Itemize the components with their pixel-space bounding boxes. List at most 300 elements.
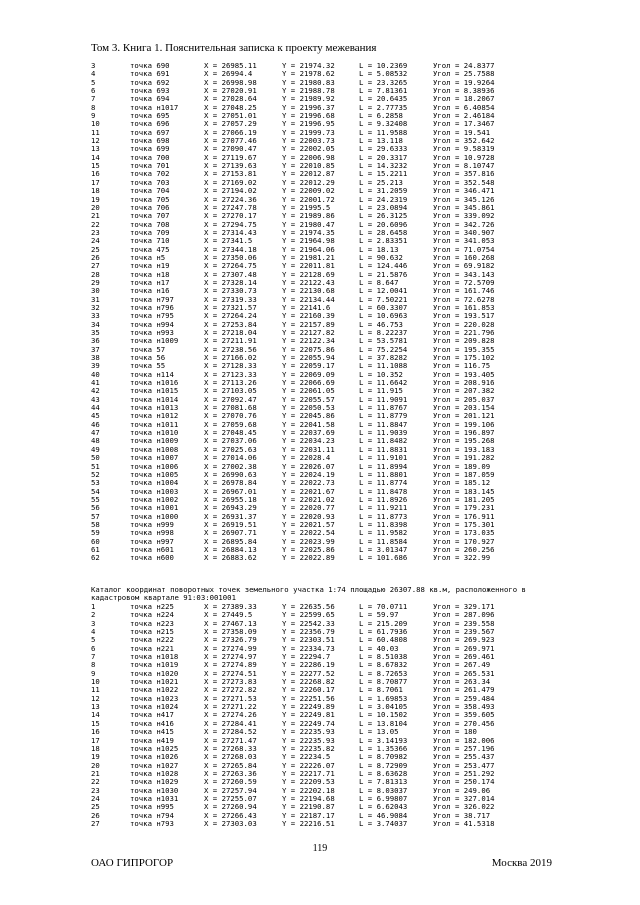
point-name: точка н1019 [130, 660, 179, 670]
y-coordinate: Y = 22055.57 [282, 394, 335, 404]
x-coordinate: X = 27057.29 [204, 119, 257, 129]
angle-value: Угол = 251.292 [433, 768, 495, 778]
x-coordinate: X = 27467.13 [204, 618, 257, 628]
angle-value: Угол = 8.10747 [433, 161, 495, 171]
x-coordinate: X = 27341.5 [204, 236, 253, 246]
length-value: L = 6.62043 [359, 802, 408, 812]
point-name: точка 705 [130, 194, 170, 204]
x-coordinate: X = 27271.53 [204, 693, 257, 703]
row-number: 6 [91, 86, 96, 96]
row-number: 57 [91, 511, 100, 521]
point-name: точка н1003 [130, 486, 179, 496]
length-value: L = 11.9101 [359, 453, 408, 463]
point-name: точка н1008 [130, 444, 179, 454]
y-coordinate: Y = 22217.71 [282, 768, 335, 778]
length-value: L = 10.352 [359, 369, 403, 379]
x-coordinate: X = 27218.04 [204, 328, 257, 337]
y-coordinate: Y = 22157.89 [282, 319, 335, 329]
row-number: 12 [91, 136, 100, 146]
angle-value: Угол = 329.171 [433, 602, 495, 611]
length-value: L = 10.1502 [359, 710, 408, 720]
x-coordinate: X = 26978.84 [204, 478, 257, 488]
row-number: 53 [91, 478, 100, 488]
y-coordinate: Y = 22128.69 [282, 269, 335, 279]
point-name: точка н1004 [130, 478, 179, 488]
y-coordinate: Y = 22122.34 [282, 336, 335, 346]
row-number: 16 [91, 727, 100, 737]
row-number: 18 [91, 743, 100, 753]
row-number: 15 [91, 161, 100, 171]
x-coordinate: X = 27268.03 [204, 752, 257, 762]
row-number: 10 [91, 119, 100, 129]
length-value: L = 7.50221 [359, 294, 408, 304]
row-number: 23 [91, 227, 100, 237]
angle-value: Угол = 189.09 [433, 461, 491, 471]
point-name: точка н223 [130, 618, 174, 628]
point-name: точка н999 [130, 519, 174, 529]
angle-value: Угол = 72.6278 [433, 294, 495, 304]
point-name: точка 55 [130, 361, 166, 371]
point-name: точка 697 [130, 127, 170, 137]
length-value: L = 13.118 [359, 136, 403, 146]
x-coordinate: X = 27153.81 [204, 169, 257, 179]
length-value: L = 8.03037 [359, 785, 408, 795]
x-coordinate: X = 26943.29 [204, 503, 257, 513]
x-coordinate: X = 27358.09 [204, 627, 257, 637]
length-value: L = 70.0711 [359, 602, 408, 611]
length-value: L = 25.213 [359, 177, 403, 187]
row-number: 25 [91, 244, 100, 254]
point-name: точка н417 [130, 710, 174, 720]
length-value: L = 13.8104 [359, 718, 408, 728]
y-coordinate: Y = 22356.79 [282, 627, 335, 637]
point-name: точка н1020 [130, 668, 179, 678]
y-coordinate: Y = 21964.98 [282, 236, 335, 246]
length-value: L = 20.6435 [359, 94, 408, 104]
y-coordinate: Y = 22011.81 [282, 261, 335, 271]
x-coordinate: X = 27081.68 [204, 403, 257, 413]
y-coordinate: Y = 22034.23 [282, 436, 335, 446]
x-coordinate: X = 27314.43 [204, 227, 257, 237]
row-number: 10 [91, 677, 100, 687]
y-coordinate: Y = 22260.17 [282, 685, 335, 695]
angle-value: Угол = 207.382 [433, 386, 495, 396]
y-coordinate: Y = 22012.87 [282, 169, 335, 179]
x-coordinate: X = 27059.68 [204, 419, 257, 429]
angle-value: Угол = 343.143 [433, 269, 495, 279]
length-value: L = 11.9091 [359, 394, 408, 404]
y-coordinate: Y = 22020.93 [282, 511, 335, 521]
angle-value: Угол = 269.461 [433, 652, 495, 662]
angle-value: Угол = 257.196 [433, 743, 495, 753]
point-name: точка н1017 [130, 102, 179, 112]
point-name: точка н224 [130, 610, 174, 620]
y-coordinate: Y = 22025.86 [282, 544, 335, 554]
x-coordinate: X = 27264.24 [204, 311, 257, 321]
x-coordinate: X = 26895.84 [204, 536, 257, 546]
length-value: L = 8.72909 [359, 760, 408, 770]
x-coordinate: X = 27128.33 [204, 361, 257, 371]
length-value: L = 40.03 [359, 643, 399, 653]
length-value: L = 23.0894 [359, 202, 408, 212]
angle-value: Угол = 176.911 [433, 511, 495, 521]
length-value: L = 20.6096 [359, 219, 408, 229]
point-name: точка н1030 [130, 785, 179, 795]
y-coordinate: Y = 22542.33 [282, 618, 335, 628]
length-value: L = 23.3265 [359, 77, 408, 87]
angle-value: Угол = 193.405 [433, 369, 495, 379]
row-number: 36 [91, 336, 100, 346]
point-name: точка н794 [130, 810, 174, 820]
y-coordinate: Y = 22251.56 [282, 693, 335, 703]
y-coordinate: Y = 21996.37 [282, 102, 335, 112]
angle-value: Угол = 196.897 [433, 428, 495, 438]
row-number: 8 [91, 102, 96, 112]
point-name: точка н16 [130, 286, 170, 296]
length-value: L = 8.72653 [359, 668, 408, 678]
point-name: точка н1016 [130, 378, 179, 388]
length-value: L = 11.9039 [359, 428, 408, 438]
y-coordinate: Y = 21989.92 [282, 94, 335, 104]
coordinates-table-2 [91, 603, 561, 828]
point-name: точка н1010 [130, 428, 179, 438]
angle-value: Угол = 183.145 [433, 486, 495, 496]
point-name: точка н793 [130, 818, 174, 828]
y-coordinate: Y = 21995.5 [282, 202, 331, 212]
point-name: точка н17 [130, 277, 170, 287]
length-value: L = 60.4808 [359, 635, 408, 645]
row-number: 17 [91, 177, 100, 187]
x-coordinate: X = 27113.26 [204, 378, 257, 388]
angle-value: Угол = 8.38936 [433, 86, 495, 96]
x-coordinate: X = 27319.33 [204, 294, 257, 304]
x-coordinate: X = 27257.94 [204, 785, 257, 795]
angle-value: Угол = 17.3467 [433, 119, 495, 129]
y-coordinate: Y = 22059.17 [282, 361, 335, 371]
x-coordinate: X = 27037.06 [204, 436, 257, 446]
point-name: точка н1027 [130, 760, 179, 770]
point-name: точка 695 [130, 111, 170, 121]
angle-value: Угол = 175.102 [433, 353, 495, 363]
length-value: L = 75.2254 [359, 344, 408, 354]
length-value: L = 7.81361 [359, 86, 408, 96]
x-coordinate: X = 26884.13 [204, 544, 257, 554]
point-name: точка 56 [130, 353, 166, 363]
length-value: L = 18.13 [359, 244, 399, 254]
y-coordinate: Y = 22006.98 [282, 152, 335, 162]
angle-value: Угол = 249.06 [433, 785, 491, 795]
row-number: 40 [91, 369, 100, 379]
y-coordinate: Y = 22334.73 [282, 643, 335, 653]
point-name: точка н995 [130, 802, 174, 812]
row-number: 1 [91, 602, 96, 611]
table-row [91, 554, 561, 562]
x-coordinate: X = 27303.03 [204, 818, 257, 828]
row-number: 23 [91, 785, 100, 795]
y-coordinate: Y = 22012.29 [282, 177, 335, 187]
table-row [91, 820, 561, 828]
point-name: точка н795 [130, 311, 174, 321]
point-name: точка 475 [130, 244, 170, 254]
row-number: 39 [91, 361, 100, 371]
length-value: L = 46.753 [359, 319, 403, 329]
row-number: 3 [91, 61, 96, 70]
length-value: L = 31.2059 [359, 186, 408, 196]
point-name: точка 696 [130, 119, 170, 129]
x-coordinate: X = 27326.79 [204, 635, 257, 645]
angle-value: Угол = 260.256 [433, 544, 495, 554]
angle-value: Угол = 341.053 [433, 236, 495, 246]
length-value: L = 11.8584 [359, 536, 408, 546]
row-number: 55 [91, 494, 100, 504]
point-name: точка 700 [130, 152, 170, 162]
point-name: точка н797 [130, 294, 174, 304]
y-coordinate: Y = 22187.17 [282, 810, 335, 820]
length-value: L = 11.9211 [359, 503, 408, 513]
angle-value: Угол = 195.355 [433, 344, 495, 354]
x-coordinate: X = 27307.48 [204, 269, 257, 279]
point-name: точка н416 [130, 718, 174, 728]
y-coordinate: Y = 22022.89 [282, 553, 335, 563]
x-coordinate: X = 27274.89 [204, 660, 257, 670]
length-value: L = 8.51038 [359, 652, 408, 662]
point-name: точка н1005 [130, 469, 179, 479]
x-coordinate: X = 27070.76 [204, 411, 257, 421]
x-coordinate: X = 27274.51 [204, 668, 257, 678]
point-name: точка 694 [130, 94, 170, 104]
y-coordinate: Y = 22235.93 [282, 735, 335, 745]
y-coordinate: Y = 22022.73 [282, 478, 335, 488]
point-name: точка н1011 [130, 419, 179, 429]
length-value: L = 90.632 [359, 252, 403, 262]
row-number: 18 [91, 186, 100, 196]
row-number: 17 [91, 735, 100, 745]
y-coordinate: Y = 22066.69 [282, 378, 335, 388]
y-coordinate: Y = 22061.05 [282, 386, 335, 396]
y-coordinate: Y = 22130.68 [282, 286, 335, 296]
row-number: 20 [91, 760, 100, 770]
angle-value: Угол = 38.717 [433, 810, 491, 820]
x-coordinate: X = 27224.36 [204, 194, 257, 204]
length-value: L = 8.7061 [359, 685, 403, 695]
angle-value: Угол = 173.035 [433, 528, 495, 538]
angle-value: Угол = 270.456 [433, 718, 495, 728]
length-value: L = 46.9084 [359, 810, 408, 820]
point-name: точка н1001 [130, 503, 179, 513]
coordinates-table-1 [91, 62, 561, 563]
x-coordinate: X = 27260.59 [204, 777, 257, 787]
page-header: Том 3. Книга 1. Пояснительная записка к проекту межевания [91, 42, 377, 54]
length-value: L = 10.2369 [359, 61, 408, 70]
y-coordinate: Y = 22194.68 [282, 793, 335, 803]
row-number: 21 [91, 768, 100, 778]
x-coordinate: X = 26990.63 [204, 469, 257, 479]
angle-value: Угол = 170.927 [433, 536, 495, 546]
x-coordinate: X = 27103.05 [204, 386, 257, 396]
y-coordinate: Y = 22045.86 [282, 411, 335, 421]
footer-city-year: Москва 2019 [491, 857, 552, 869]
length-value: L = 8.63628 [359, 768, 408, 778]
point-name: точка н1014 [130, 394, 179, 404]
row-number: 4 [91, 627, 96, 637]
x-coordinate: X = 27266.43 [204, 810, 257, 820]
angle-value: Угол = 71.0754 [433, 244, 495, 254]
point-name: точка н1025 [130, 743, 179, 753]
angle-value: Угол = 205.037 [433, 394, 495, 404]
point-name: точка н997 [130, 536, 174, 546]
angle-value: Угол = 19.541 [433, 127, 491, 137]
row-number: 22 [91, 219, 100, 229]
point-name: точка н225 [130, 602, 174, 611]
page-number: 119 [312, 843, 328, 854]
x-coordinate: X = 27048.45 [204, 428, 257, 438]
y-coordinate: Y = 22141.6 [282, 302, 331, 312]
angle-value: Угол = 265.531 [433, 668, 495, 678]
y-coordinate: Y = 22202.18 [282, 785, 335, 795]
point-name: точка н1013 [130, 403, 179, 413]
angle-value: Угол = 203.154 [433, 403, 495, 413]
x-coordinate: X = 27194.02 [204, 186, 257, 196]
length-value: L = 10.6963 [359, 311, 408, 321]
y-coordinate: Y = 22003.73 [282, 136, 335, 146]
row-number: 51 [91, 461, 100, 471]
point-name: точка н1006 [130, 461, 179, 471]
y-coordinate: Y = 22075.86 [282, 344, 335, 354]
row-number: 15 [91, 718, 100, 728]
x-coordinate: X = 27268.33 [204, 743, 257, 753]
row-number: 31 [91, 294, 100, 304]
angle-value: Угол = 116.75 [433, 361, 491, 371]
point-name: точка 57 [130, 344, 166, 354]
row-number: 20 [91, 202, 100, 212]
angle-value: Угол = 179.231 [433, 503, 495, 513]
x-coordinate: X = 27272.82 [204, 685, 257, 695]
length-value: L = 29.6333 [359, 144, 408, 154]
length-value: L = 11.8801 [359, 469, 408, 479]
angle-value: Угол = 322.99 [433, 553, 491, 563]
y-coordinate: Y = 22069.09 [282, 369, 335, 379]
length-value: L = 8.70877 [359, 677, 408, 687]
x-coordinate: X = 27284.52 [204, 727, 257, 737]
row-number: 14 [91, 710, 100, 720]
length-value: L = 53.5781 [359, 336, 408, 346]
x-coordinate: X = 27077.46 [204, 136, 257, 146]
length-value: L = 9.32408 [359, 119, 408, 129]
x-coordinate: X = 26967.01 [204, 486, 257, 496]
point-name: точка н221 [130, 643, 174, 653]
length-value: L = 15.2211 [359, 169, 408, 179]
length-value: L = 11.8478 [359, 486, 408, 496]
length-value: L = 11.6642 [359, 378, 408, 388]
x-coordinate: X = 26955.18 [204, 494, 257, 504]
angle-value: Угол = 25.7588 [433, 69, 495, 79]
row-number: 30 [91, 286, 100, 296]
point-name: точка н601 [130, 544, 174, 554]
point-name: точка н1012 [130, 411, 179, 421]
x-coordinate: X = 27271.47 [204, 735, 257, 745]
point-name: точка 693 [130, 86, 170, 96]
angle-value: Угол = 161.853 [433, 302, 495, 312]
length-value: L = 11.8482 [359, 436, 408, 446]
length-value: L = 11.8767 [359, 403, 408, 413]
length-value: L = 11.9588 [359, 127, 408, 137]
y-coordinate: Y = 22235.93 [282, 727, 335, 737]
angle-value: Угол = 239.567 [433, 627, 495, 637]
y-coordinate: Y = 22041.58 [282, 419, 335, 429]
x-coordinate: X = 27294.75 [204, 219, 257, 229]
length-value: L = 101.686 [359, 553, 408, 563]
y-coordinate: Y = 22055.94 [282, 353, 335, 363]
length-value: L = 8.22237 [359, 328, 408, 337]
row-number: 26 [91, 252, 100, 262]
angle-value: Угол = 269.971 [433, 643, 495, 653]
row-number: 54 [91, 486, 100, 496]
point-name: точка н796 [130, 302, 174, 312]
x-coordinate: X = 27274.99 [204, 643, 257, 653]
angle-value: Угол = 10.9728 [433, 152, 495, 162]
x-coordinate: X = 27271.22 [204, 702, 257, 712]
row-number: 9 [91, 111, 96, 121]
angle-value: Угол = 253.477 [433, 760, 495, 770]
x-coordinate: X = 27350.06 [204, 252, 257, 262]
row-number: 34 [91, 319, 100, 329]
row-number: 44 [91, 403, 100, 413]
angle-value: Угол = 180 [433, 727, 477, 737]
angle-value: Угол = 357.816 [433, 169, 495, 179]
length-value: L = 12.0041 [359, 286, 408, 296]
y-coordinate: Y = 21974.32 [282, 61, 335, 70]
length-value: L = 21.5876 [359, 269, 408, 279]
angle-value: Угол = 199.106 [433, 419, 495, 429]
length-value: L = 8.70982 [359, 752, 408, 762]
angle-value: Угол = 161.746 [433, 286, 495, 296]
y-coordinate: Y = 22020.77 [282, 503, 335, 513]
length-value: L = 11.8779 [359, 411, 408, 421]
length-value: L = 11.1088 [359, 361, 408, 371]
y-coordinate: Y = 22009.02 [282, 186, 335, 196]
point-name: точка н1021 [130, 677, 179, 687]
angle-value: Угол = 160.268 [433, 252, 495, 262]
x-coordinate: X = 27238.56 [204, 344, 257, 354]
length-value: L = 24.2319 [359, 194, 408, 204]
row-number: 41 [91, 378, 100, 388]
angle-value: Угол = 261.479 [433, 685, 495, 695]
row-number: 7 [91, 652, 96, 662]
point-name: точка н1007 [130, 453, 179, 463]
y-coordinate: Y = 22249.81 [282, 710, 335, 720]
angle-value: Угол = 287.096 [433, 610, 495, 620]
point-name: точка н114 [130, 369, 174, 379]
y-coordinate: Y = 21980.83 [282, 77, 335, 87]
x-coordinate: X = 27321.57 [204, 302, 257, 312]
x-coordinate: X = 27260.94 [204, 802, 257, 812]
row-number: 26 [91, 810, 100, 820]
length-value: L = 11.8926 [359, 494, 408, 504]
y-coordinate: Y = 22002.05 [282, 144, 335, 154]
point-name: точка н1000 [130, 511, 179, 521]
row-number: 58 [91, 519, 100, 529]
y-coordinate: Y = 21989.86 [282, 211, 335, 221]
y-coordinate: Y = 21980.47 [282, 219, 335, 229]
x-coordinate: X = 27264.75 [204, 261, 257, 271]
length-value: L = 8.647 [359, 277, 399, 287]
point-name: точка н5 [130, 252, 166, 262]
angle-value: Угол = 267.49 [433, 660, 491, 670]
y-coordinate: Y = 21988.78 [282, 86, 335, 96]
catalog-heading: Каталог координат поворотных точек земельного участка 1:74 площадью 26307.88 кв.м, расположенного в кадастровом квартале 91:03:001001 [91, 585, 531, 603]
row-number: 33 [91, 311, 100, 321]
point-name: точка 703 [130, 177, 170, 187]
